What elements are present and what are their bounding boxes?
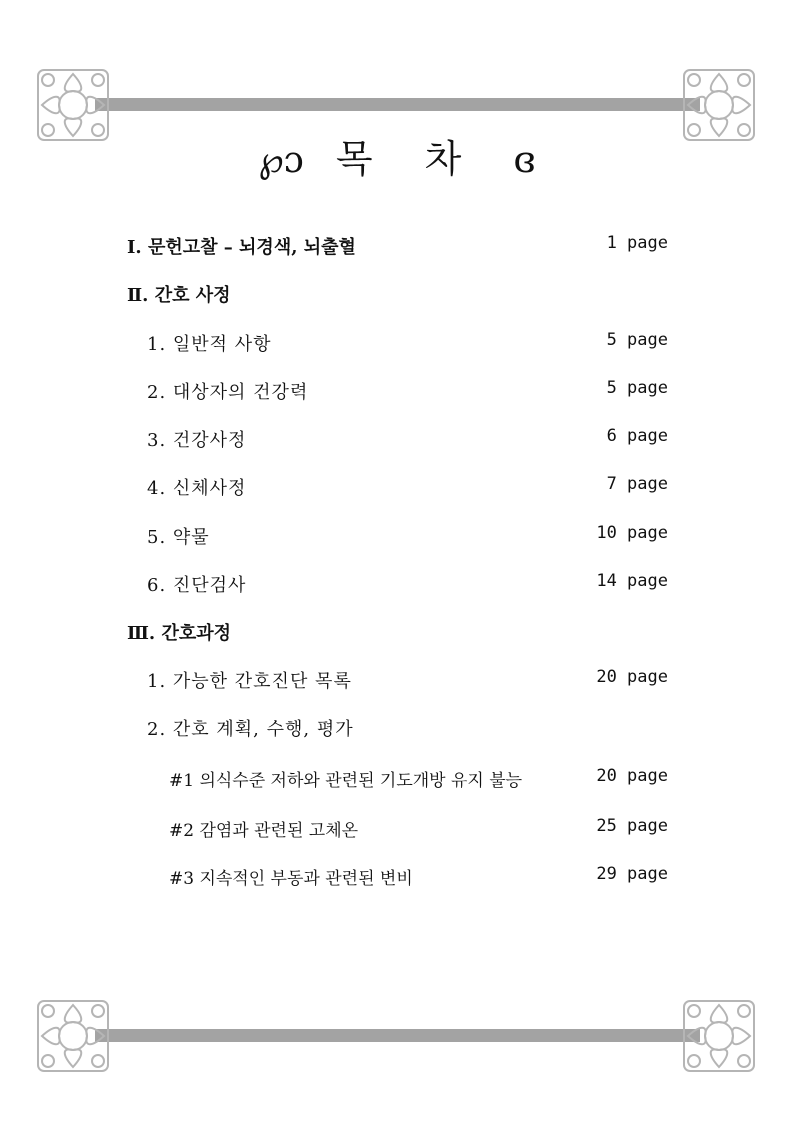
toc-entry-label: #2 감염과 관련된 고체온 (169, 821, 359, 841)
title-text: 목 차 (335, 137, 482, 181)
toc-entry-page: 7 page (606, 474, 668, 494)
toc-entry[interactable] (0, 281, 794, 311)
toc-entry[interactable] (0, 474, 794, 504)
title-right-flourish: ɞ (513, 140, 536, 181)
toc-entry-page: 25 page (596, 816, 668, 836)
toc-entry-page: 1 page (606, 233, 668, 253)
toc-entry[interactable] (0, 766, 794, 796)
toc-entry-label: Ⅰ. 문헌고찰 – 뇌경색, 뇌출혈 (127, 237, 356, 258)
corner-ornament-icon (34, 997, 112, 1075)
toc-entry-label: 3. 건강사정 (147, 430, 247, 451)
toc-entry[interactable] (0, 378, 794, 408)
toc-entry-label: #3 지속적인 부동과 관련된 변비 (169, 869, 413, 889)
toc-entry-label: 2. 간호 계획, 수행, 평가 (147, 719, 354, 740)
toc-entry-label: 4. 신체사정 (147, 478, 247, 499)
bottom-border-bar (95, 1029, 700, 1042)
toc-entry-page: 20 page (596, 667, 668, 687)
toc-entry-label: Ⅱ. 간호 사정 (127, 285, 231, 306)
toc-entry-page: 6 page (606, 426, 668, 446)
toc-entry[interactable] (0, 330, 794, 360)
toc-entry[interactable] (0, 426, 794, 456)
toc-entry-page: 20 page (596, 766, 668, 786)
page-title (0, 128, 794, 183)
toc-entry-label: #1 의식수준 저하와 관련된 기도개방 유지 불능 (169, 771, 523, 791)
toc-entry-label: 1. 가능한 간호진단 목록 (147, 671, 352, 692)
toc-entry-page: 14 page (596, 571, 668, 591)
toc-entry[interactable] (0, 523, 794, 553)
toc-entry-page: 5 page (606, 330, 668, 350)
top-border-bar (95, 98, 700, 111)
title-left-flourish: ℘ɔ (258, 140, 304, 181)
toc-entry-label: 1. 일반적 사항 (147, 334, 272, 355)
toc-entry-label: 5. 약물 (147, 527, 210, 548)
toc-entry[interactable] (0, 233, 794, 263)
toc-entry-page: 5 page (606, 378, 668, 398)
toc-entry[interactable] (0, 816, 794, 846)
toc-entry-page: 10 page (596, 523, 668, 543)
toc-entry-label: Ⅲ. 간호과정 (127, 623, 232, 644)
toc-entry[interactable] (0, 667, 794, 697)
toc-entry[interactable] (0, 571, 794, 601)
toc-entry[interactable] (0, 715, 794, 745)
toc-entry-label: 6. 진단검사 (147, 575, 247, 596)
corner-ornament-icon (680, 997, 758, 1075)
toc-entry[interactable] (0, 864, 794, 894)
toc-entry[interactable] (0, 619, 794, 649)
toc-entry-label: 2. 대상자의 건강력 (147, 382, 309, 403)
page-footer-mark (366, 1050, 426, 1066)
toc-entry-page: 29 page (596, 864, 668, 884)
